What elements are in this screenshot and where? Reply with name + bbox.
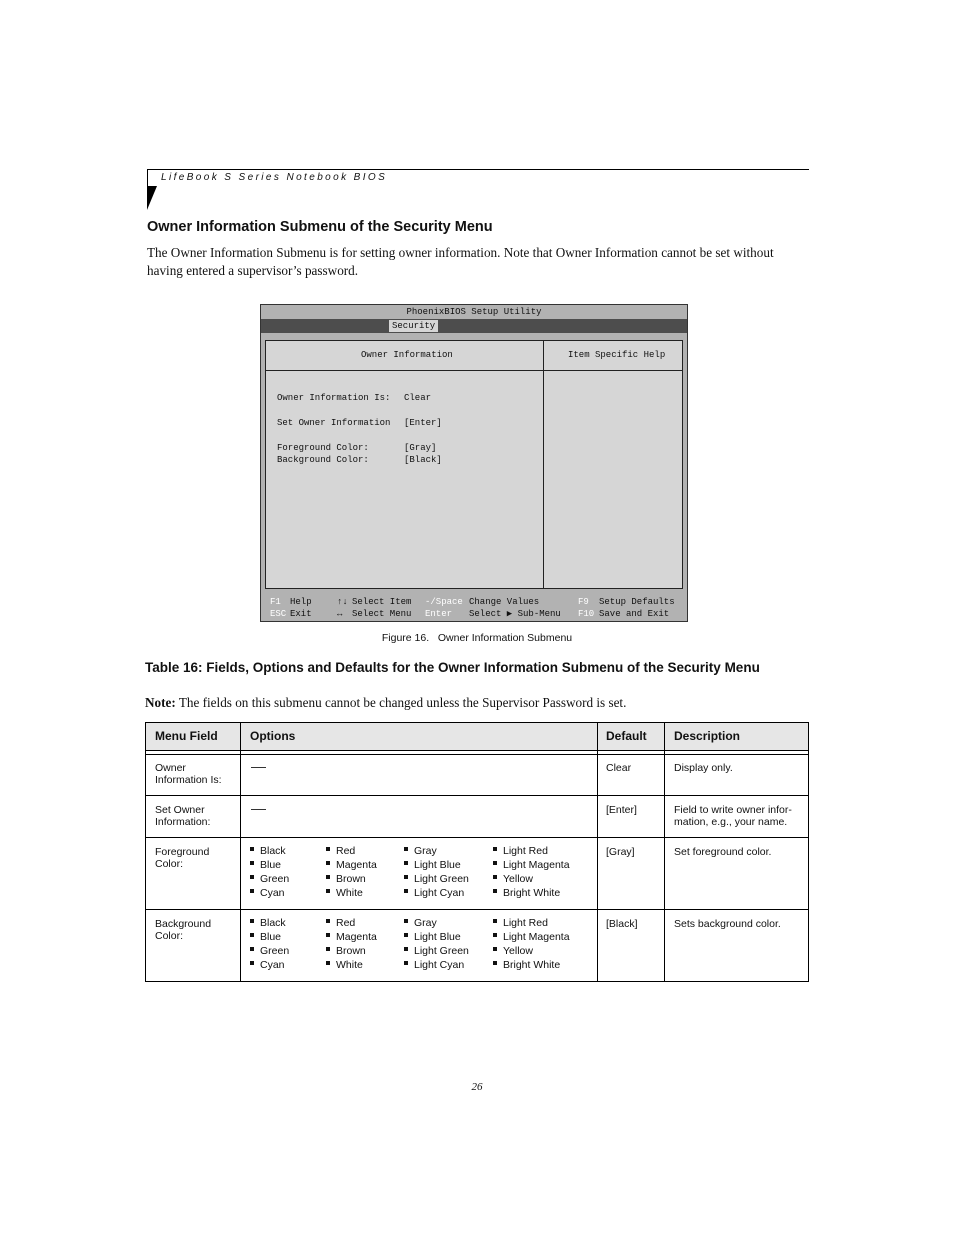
color-option-label: Gray xyxy=(414,845,437,857)
color-option-foreground xyxy=(326,858,377,872)
table-cell-default: [Enter] xyxy=(606,804,637,816)
column-header-menu-field: Menu Field xyxy=(155,729,218,743)
table-rule xyxy=(146,909,808,910)
section-title: Owner Information Submenu of the Security Menu xyxy=(147,219,493,235)
key-enter-label: Select ▶ Sub-Menu xyxy=(469,609,561,619)
color-option-label: Blue xyxy=(260,931,282,943)
color-option-background xyxy=(404,944,469,958)
color-option-label: Bright White xyxy=(503,887,561,899)
header-rule xyxy=(147,169,809,170)
color-option-label: Cyan xyxy=(260,887,285,899)
bios-item-label[interactable]: Background Color: xyxy=(277,455,369,465)
key-left-right-arrows: ↔ xyxy=(337,609,343,619)
bullet-icon xyxy=(250,889,254,893)
key-f10: F10 xyxy=(578,609,595,619)
bios-header-rule xyxy=(266,370,682,371)
bullet-icon xyxy=(404,961,408,965)
color-option-background xyxy=(250,930,281,944)
color-option-label: Light Magenta xyxy=(503,931,570,943)
color-option-label: Green xyxy=(260,873,290,885)
bios-item-value[interactable]: [Enter] xyxy=(404,418,442,428)
key-f1-label: Help xyxy=(290,597,312,607)
color-option-foreground xyxy=(404,886,464,900)
bullet-icon xyxy=(326,861,330,865)
color-option-foreground xyxy=(326,844,355,858)
note-label: Note: xyxy=(145,695,176,710)
color-option-background xyxy=(250,944,289,958)
bullet-icon xyxy=(404,875,408,879)
color-option-label: Light Cyan xyxy=(414,959,465,971)
color-option-background xyxy=(326,930,377,944)
bios-left-header: Owner Information xyxy=(361,350,453,360)
table-rule xyxy=(146,750,808,751)
bullet-icon xyxy=(493,947,497,951)
bullet-icon xyxy=(326,947,330,951)
bios-item-value[interactable]: [Gray] xyxy=(404,443,437,453)
table-cell-field: Set Owner Information: xyxy=(155,804,211,828)
color-option-foreground xyxy=(326,872,366,886)
color-option-background xyxy=(326,958,363,972)
header-vertical-rule xyxy=(147,169,148,187)
table-cell-field: Background Color: xyxy=(155,918,212,942)
key-f9: F9 xyxy=(578,597,589,607)
bios-panel xyxy=(265,340,683,589)
bullet-icon xyxy=(250,961,254,965)
table-cell-description: Field to write owner infor-mation, e.g., your name. xyxy=(674,804,792,828)
empty-options-dash xyxy=(251,767,266,768)
table-cell-default: [Black] xyxy=(606,918,638,930)
bios-panel-divider xyxy=(543,341,544,588)
color-option-label: Light Magenta xyxy=(503,859,570,871)
key-up-down-label: Select Item xyxy=(352,597,412,607)
color-option-foreground xyxy=(404,844,437,858)
color-option-foreground xyxy=(250,872,289,886)
bullet-icon xyxy=(250,861,254,865)
figure-caption: Figure 16. Owner Information Submenu xyxy=(381,632,573,644)
table-cell-description: Sets background color. xyxy=(674,918,781,930)
table-cell-default: [Gray] xyxy=(606,846,635,858)
color-option-label: Brown xyxy=(336,873,366,885)
bullet-icon xyxy=(404,947,408,951)
color-option-foreground xyxy=(250,858,281,872)
table-cell-description: Set foreground color. xyxy=(674,846,772,858)
color-option-label: Brown xyxy=(336,945,366,957)
color-option-label: White xyxy=(336,887,363,899)
color-option-label: Light Cyan xyxy=(414,887,465,899)
color-option-background xyxy=(404,916,437,930)
bios-item-label[interactable]: Set Owner Information xyxy=(277,418,391,428)
color-option-label: Black xyxy=(260,845,286,857)
bullet-icon xyxy=(493,847,497,851)
table-title: Table 16: Fields, Options and Defaults for the Owner Information Submenu of the Security Menu xyxy=(145,660,760,675)
bios-utility-title: PhoenixBIOS Setup Utility xyxy=(406,307,542,317)
options-table xyxy=(145,722,809,982)
bullet-icon xyxy=(326,933,330,937)
bullet-icon xyxy=(326,875,330,879)
color-option-foreground xyxy=(250,886,285,900)
color-option-background xyxy=(404,958,464,972)
table-rule xyxy=(146,795,808,796)
color-option-foreground xyxy=(404,872,469,886)
bullet-icon xyxy=(404,847,408,851)
color-option-label: Light Blue xyxy=(414,859,461,871)
color-option-foreground xyxy=(493,886,560,900)
color-option-background xyxy=(493,944,533,958)
key-f10-label: Save and Exit xyxy=(599,609,670,619)
color-option-label: Light Green xyxy=(414,945,469,957)
bullet-icon xyxy=(250,847,254,851)
color-option-foreground xyxy=(250,844,286,858)
color-option-foreground xyxy=(404,858,461,872)
color-option-label: Red xyxy=(336,845,356,857)
key-space-label: Change Values xyxy=(469,597,540,607)
color-option-label: Magenta xyxy=(336,859,377,871)
color-option-label: Blue xyxy=(260,859,282,871)
table-cell-default: Clear xyxy=(606,762,632,774)
color-option-foreground xyxy=(493,844,548,858)
bullet-icon xyxy=(493,889,497,893)
bullet-icon xyxy=(493,919,497,923)
bullet-icon xyxy=(404,933,408,937)
bullet-icon xyxy=(250,947,254,951)
bullet-icon xyxy=(250,919,254,923)
empty-options-dash xyxy=(251,809,266,810)
bullet-icon xyxy=(493,933,497,937)
running-title: LifeBook S Series Notebook BIOS xyxy=(161,172,388,183)
color-option-background xyxy=(493,916,548,930)
color-option-foreground xyxy=(326,886,363,900)
column-header-description: Description xyxy=(674,729,741,743)
color-option-label: Yellow xyxy=(503,873,533,885)
column-header-options: Options xyxy=(250,729,296,743)
bullet-icon xyxy=(493,961,497,965)
color-option-label: Light Red xyxy=(503,845,548,857)
table-rule xyxy=(146,754,808,755)
bullet-icon xyxy=(404,889,408,893)
bullet-icon xyxy=(493,861,497,865)
color-option-foreground xyxy=(493,872,533,886)
page-number: 26 xyxy=(471,1081,483,1093)
bullet-icon xyxy=(404,919,408,923)
key-up-down-arrows: ↑↓ xyxy=(337,597,348,607)
bios-menu-bar xyxy=(261,319,687,333)
bios-key-legend xyxy=(261,596,687,622)
color-option-label: Cyan xyxy=(260,959,285,971)
note-text: The fields on this submenu cannot be changed unless the Supervisor Password is set. xyxy=(175,695,627,710)
bios-right-header: Item Specific Help xyxy=(568,350,666,360)
color-option-label: Light Blue xyxy=(414,931,461,943)
color-option-foreground xyxy=(493,858,570,872)
color-option-label: Green xyxy=(260,945,290,957)
color-option-label: Black xyxy=(260,917,286,929)
color-option-label: Magenta xyxy=(336,931,377,943)
bullet-icon xyxy=(326,919,330,923)
bios-item-label[interactable]: Foreground Color: xyxy=(277,443,369,453)
bullet-icon xyxy=(326,847,330,851)
bullet-icon xyxy=(326,961,330,965)
color-option-background xyxy=(493,930,570,944)
key-space: -/Space xyxy=(425,597,463,607)
color-option-label: Gray xyxy=(414,917,437,929)
color-option-background xyxy=(326,944,366,958)
key-f1: F1 xyxy=(270,597,281,607)
color-option-label: White xyxy=(336,959,363,971)
color-option-label: Red xyxy=(336,917,356,929)
intro-paragraph: The Owner Information Submenu is for setting owner information. Note that Owner Information cannot be set without having entered a supervisor’s password. xyxy=(147,245,774,278)
table-cell-field: Owner Information Is: xyxy=(155,762,222,786)
key-esc-label: Exit xyxy=(290,609,312,619)
table-column-rule xyxy=(664,723,665,981)
bullet-icon xyxy=(404,861,408,865)
bios-item-value[interactable]: [Black] xyxy=(404,455,442,465)
color-option-background xyxy=(493,958,560,972)
color-option-background xyxy=(250,958,285,972)
color-option-label: Light Green xyxy=(414,873,469,885)
key-esc: ESC xyxy=(270,609,287,619)
bullet-icon xyxy=(493,875,497,879)
bullet-icon xyxy=(326,889,330,893)
color-option-label: Yellow xyxy=(503,945,533,957)
table-column-rule xyxy=(597,723,598,981)
bios-tab-security[interactable]: Security xyxy=(389,320,438,332)
bullet-icon xyxy=(250,875,254,879)
bios-item-value: Clear xyxy=(404,393,432,403)
key-enter: Enter xyxy=(425,609,453,619)
table-cell-field: Foreground Color: xyxy=(155,846,210,870)
key-f9-label: Setup Defaults xyxy=(599,597,675,607)
color-option-label: Light Red xyxy=(503,917,548,929)
color-option-label: Bright White xyxy=(503,959,561,971)
table-cell-description: Display only. xyxy=(674,762,733,774)
color-option-background xyxy=(326,916,355,930)
table-note xyxy=(145,695,626,711)
table-rule xyxy=(146,837,808,838)
header-wedge-mark xyxy=(147,186,157,210)
column-header-default: Default xyxy=(606,729,647,743)
bullet-icon xyxy=(250,933,254,937)
key-left-right-label: Select Menu xyxy=(352,609,412,619)
color-option-background xyxy=(404,930,461,944)
color-option-background xyxy=(250,916,286,930)
bios-item-label: Owner Information Is: xyxy=(277,393,391,403)
bios-screen-figure xyxy=(260,304,688,622)
table-column-rule xyxy=(240,723,241,981)
